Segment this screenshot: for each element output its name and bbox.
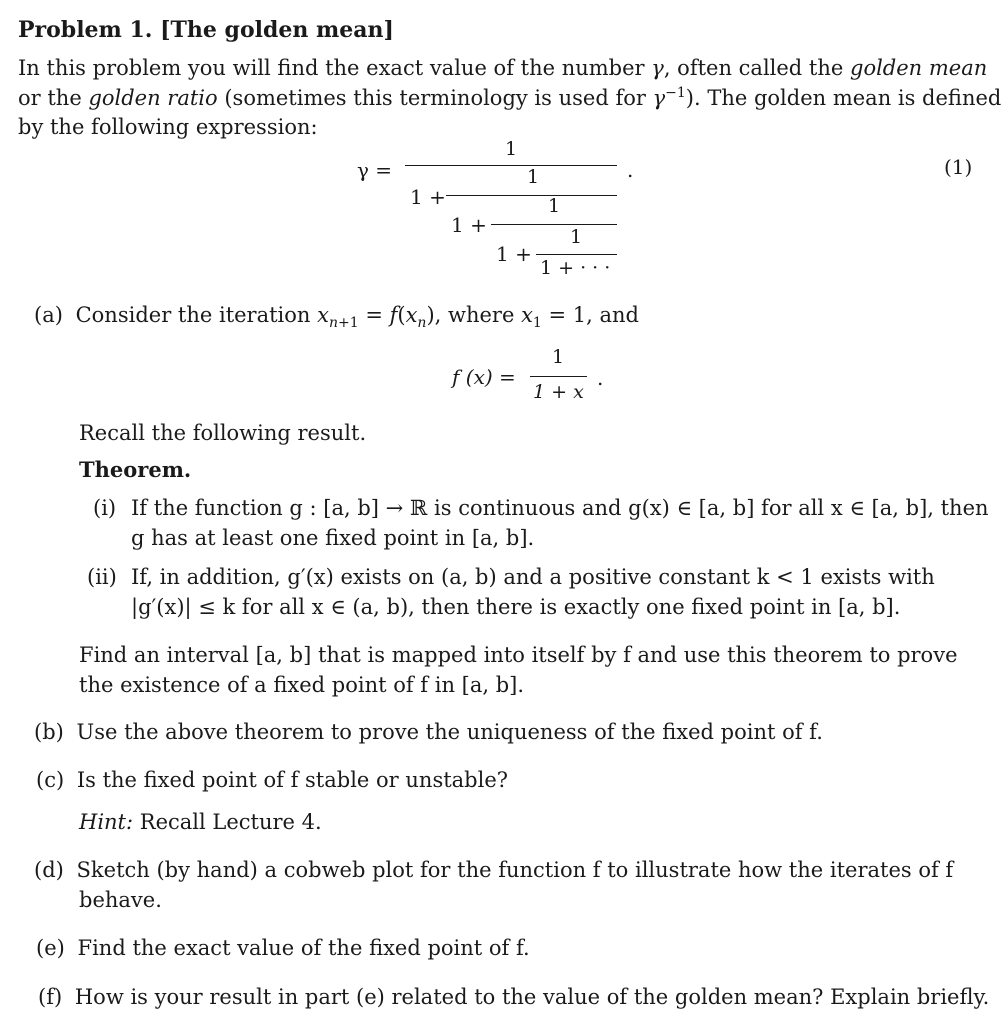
intro-line-1: In this problem you will find the exact value of the number γ, often called the golden mean	[18, 56, 988, 80]
part-e: (e) Find the exact value of the fixed point of f.	[36, 936, 530, 960]
part-d-label: (d)	[34, 858, 64, 882]
theorem-i-line-2: g has at least one fixed point in [a, b].	[131, 526, 535, 550]
part-d-line-1: (d) Sketch (by hand) a cobweb plot for the function f to illustrate how the iterates of f	[34, 858, 954, 882]
problem-name: [The golden mean]	[160, 17, 394, 43]
gamma-lhs: γ =	[357, 158, 393, 182]
part-a-intro: (a) Consider the iteration $x_{n+1} = f(x_n)$, where $x_1 = 1$, and	[34, 303, 639, 332]
intro-line-2: or the golden ratio (sometimes this terminology is used for $\gamma^{-1}$). The golden mean is defined	[18, 85, 1002, 110]
part-f-label: (f)	[38, 985, 63, 1009]
theorem-ii-line-2: |g′(x)| ≤ k for all x ∈ (a, b), then there is exactly one fixed point in [a, b].	[131, 595, 901, 619]
theorem-heading: Theorem.	[79, 457, 192, 482]
part-f: (f) How is your result in part (e) related to the value of the golden mean? Explain briefly.	[38, 985, 990, 1009]
problem-number: Problem 1.	[18, 17, 153, 43]
part-d-line-2: behave.	[79, 888, 162, 912]
recall-text: Recall the following result.	[79, 421, 367, 445]
intro-line-3: by the following expression:	[18, 115, 318, 139]
theorem-ii-label: (ii)	[87, 565, 117, 589]
part-a-task-1: Find an interval [a, b] that is mapped into itself by f and use this theorem to prove	[79, 643, 958, 667]
theorem-i-line-1: If the function g : [a, b] → ℝ is continuous and g(x) ∈ [a, b] for all x ∈ [a, b], then	[131, 496, 989, 520]
part-c: (c) Is the fixed point of f stable or unstable?	[36, 768, 509, 792]
part-c-hint: Hint: Recall Lecture 4.	[79, 810, 322, 834]
part-b-label: (b)	[34, 720, 64, 744]
problem-title	[18, 16, 394, 44]
part-a-label: (a)	[34, 303, 63, 327]
part-e-label: (e)	[36, 936, 65, 960]
theorem-ii-line-1: If, in addition, g′(x) exists on (a, b) and a positive constant k < 1 exists with	[131, 565, 935, 589]
part-a-task-2: the existence of a fixed point of f in [a, b].	[79, 673, 525, 697]
part-b: (b) Use the above theorem to prove the uniqueness of the fixed point of f.	[34, 720, 823, 744]
theorem-i-label: (i)	[93, 496, 117, 520]
equation-number: (1)	[944, 155, 973, 179]
problem-page: Problem 1. [The golden mean] In this problem you will find the exact value of the number γ, often called the golden mean or the golden ratio (sometimes this terminology is used for $\gamma^{-1}$). The golden mean is defined by the following expression: γ = 1 1 + 1 1 + 1 1 + 1 1 + · · · . (1) (a) Consider the iteration $x_{n+1} = f(x_n)$, where $x_1 = 1$, and f (x) = 1 1 + x . Recall the following result. Theorem. (i) If the function g : [a, b] → ℝ is continuous and g(x) ∈ [a, b] for all x ∈ [a, b], then g has at least one fixed point in [a, b]. (ii) If, in addition, g′(x) exists on (a, b) and a positive constant k < 1 exists with |g′(x)| ≤ k for all x ∈ (a, b), then there is exactly one fixed point in [a, b]. Find an interval [a, b] that is mapped into itself by f and use this theorem to prove the existence of a fixed point of f in [a, b]. (b) Use the above theorem to prove the uniqueness of the fixed point of f. (c) Is the fixed point of f stable or unstable? Hint: Recall Lecture 4. (d) Sketch (by hand) a cobweb plot for the function f to illustrate how the iterates of f behave. (e) Find the exact value of the fixed point of f. (f) How is your result in part (e) related to the value of the golden mean? Explain briefly.	[18, 17, 1002, 1009]
part-c-label: (c)	[36, 768, 65, 792]
